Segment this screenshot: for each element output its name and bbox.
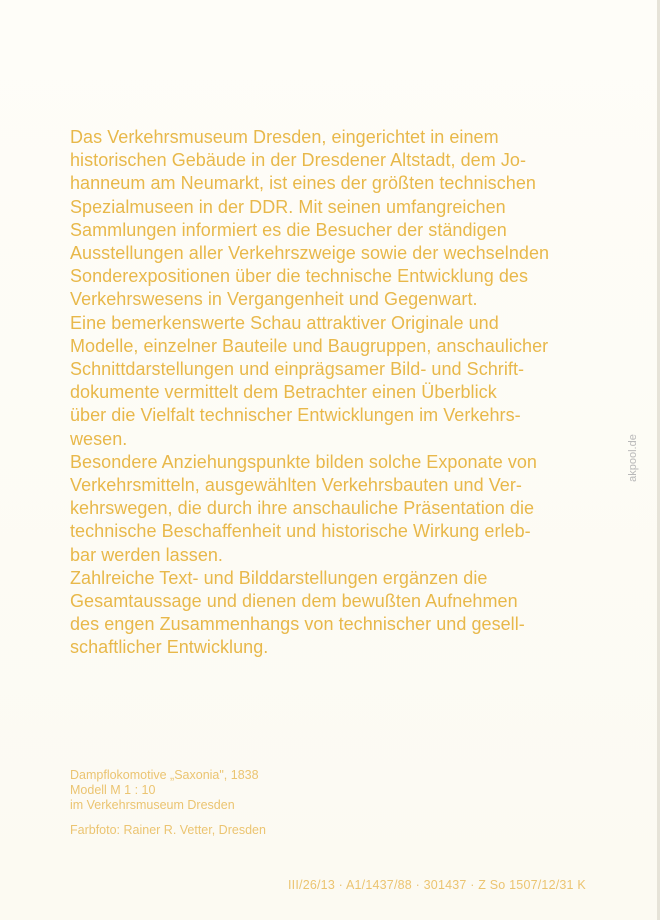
description-line: technische Beschaffenheit und historische Wirkung erleb- xyxy=(70,521,531,542)
description-line: wesen. xyxy=(70,428,128,449)
watermark-text: akpool.de xyxy=(626,434,639,482)
description-line: Verkehrswesens in Vergangenheit und Gegenwart. xyxy=(70,289,478,310)
museum-description xyxy=(70,126,620,660)
description-line: Sonderexpositionen über die technische Entwicklung des xyxy=(70,266,528,287)
description-line: dokumente vermittelt dem Betrachter einen Überblick xyxy=(70,382,497,403)
image-caption xyxy=(70,768,266,838)
caption-location: im Verkehrsmuseum Dresden xyxy=(70,798,235,812)
description-line: bar werden lassen. xyxy=(70,544,223,565)
description-line: schaftlicher Entwicklung. xyxy=(70,637,269,658)
description-line: Gesamtaussage und dienen dem bewußten Aufnehmen xyxy=(70,591,518,612)
caption-model-scale: Modell M 1 : 10 xyxy=(70,783,156,797)
description-line: historischen Gebäude in der Dresdener Altstadt, dem Jo- xyxy=(70,150,526,171)
description-line: Zahlreiche Text- und Bilddarstellungen ergänzen die xyxy=(70,567,488,588)
description-line: Eine bemerkenswerte Schau attraktiver Originale und xyxy=(70,312,499,333)
caption-title: Dampflokomotive „Saxonia", 1838 xyxy=(70,768,259,782)
description-line: Modelle, einzelner Bauteile und Baugruppen, anschaulicher xyxy=(70,335,549,356)
description-line: Das Verkehrsmuseum Dresden, eingerichtet in einem xyxy=(70,127,499,147)
description-line: Spezialmuseen in der DDR. Mit seinen umfangreichen xyxy=(70,196,506,217)
description-line: Ausstellungen aller Verkehrszweige sowie der wechselnden xyxy=(70,243,550,264)
description-line: Verkehrsmitteln, ausgewählten Verkehrsbauten und Ver- xyxy=(70,475,522,496)
description-line: hanneum am Neumarkt, ist eines der größten technischen xyxy=(70,173,536,194)
description-line: Schnittdarstellungen und einprägsamer Bild- und Schrift- xyxy=(70,359,525,380)
description-line: über die Vielfalt technischer Entwicklungen im Verkehrs- xyxy=(70,405,521,426)
description-line: kehrswegen, die durch ihre anschauliche Präsentation die xyxy=(70,498,535,519)
description-line: Sammlungen informiert es die Besucher der ständigen xyxy=(70,219,507,240)
print-code: III/26/13 · A1/1437/88 · 301437 · Z So 1507/12/31 K xyxy=(288,878,586,892)
description-line: Besondere Anziehungspunkte bilden solche Exponate von xyxy=(70,451,537,472)
photo-credit: Farbfoto: Rainer R. Vetter, Dresden xyxy=(70,823,266,837)
watermark xyxy=(626,430,646,490)
description-line: des engen Zusammenhangs von technischer und gesell- xyxy=(70,614,525,635)
